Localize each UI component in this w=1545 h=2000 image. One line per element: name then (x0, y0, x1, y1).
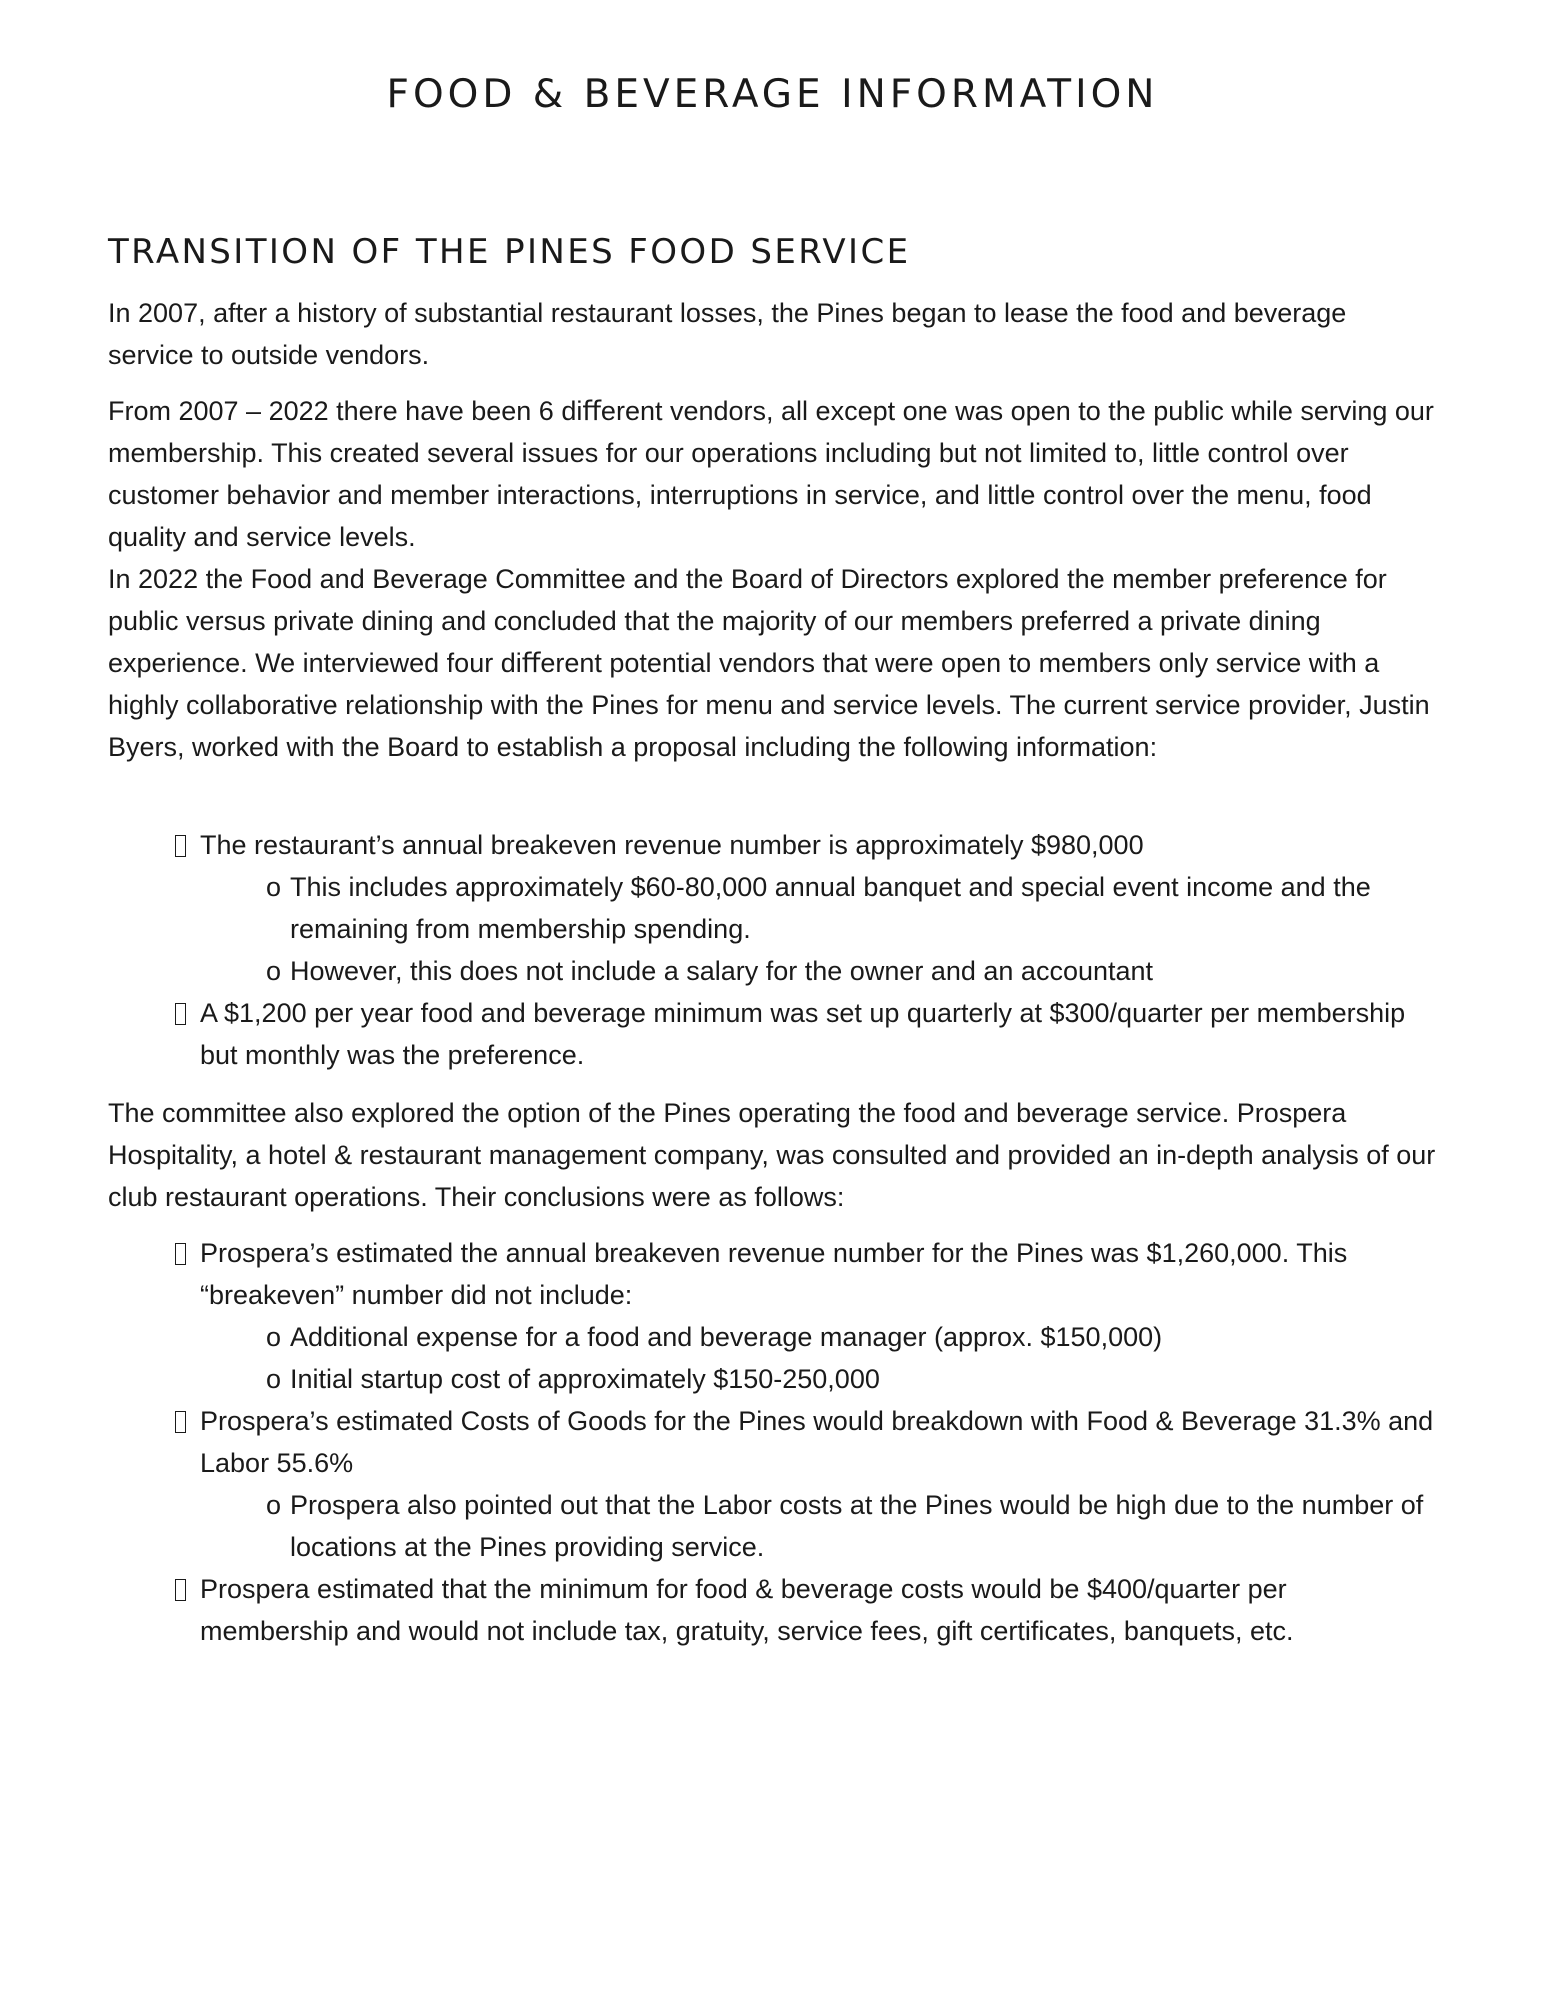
missing-glyph-bullet-icon (175, 824, 194, 866)
missing-glyph-bullet-icon (175, 992, 194, 1034)
sub-list-item (108, 1316, 1438, 1358)
sub-bullet-marker: o (266, 872, 282, 902)
list-item (108, 1400, 1438, 1484)
page-title: FOOD & BEVERAGE INFORMATION (386, 72, 1159, 117)
missing-glyph-bullet-icon (175, 1400, 194, 1442)
missing-glyph-bullet-icon (175, 1232, 194, 1274)
sub-bullet-marker: o (266, 1364, 282, 1394)
paragraph-prospera-intro: The committee also explored the option of the Pines operating the food and beverage service. Prospera Hospitality, a hotel & restaurant management company, was consulted and provided an in-depth analysis of our club restaurant operations. Their conclusions were as follows: (108, 1098, 1436, 1212)
spacer (108, 768, 1438, 824)
spacer (108, 1076, 1438, 1092)
list-item-text: Prospera’s estimated the annual breakeven revenue number for the Pines was $1,260,000. This “breakeven” number did not include: (200, 1238, 1348, 1310)
list-item (108, 1232, 1438, 1316)
sub-list-item (108, 1358, 1438, 1400)
list-item-text: A $1,200 per year food and beverage minimum was set up quarterly at $300/quarter per membership but monthly was the preference. (200, 998, 1406, 1070)
prospera-conclusions-list (108, 1232, 1438, 1652)
sub-list-item-text: This includes approximately $60-80,000 annual banquet and special event income and the remaining from membership spending. (290, 872, 1371, 944)
vendor-proposal-list (108, 824, 1438, 1076)
list-item-text: Prospera estimated that the minimum for food & beverage costs would be $400/quarter per membership and would not include tax, gratuity, service fees, gift certificates, banquets, etc. (200, 1574, 1294, 1646)
missing-glyph-bullet-icon (175, 1568, 194, 1610)
paragraph-history: In 2007, after a history of substantial restaurant losses, the Pines began to lease the food and beverage service to outside vendors. (108, 298, 1347, 370)
section-body (108, 292, 1438, 1652)
sub-list-item-text: However, this does not include a salary for the owner and an accountant (290, 956, 1154, 986)
list-item (108, 1568, 1438, 1652)
sub-list-item-text: Initial startup cost of approximately $150-250,000 (290, 1364, 880, 1394)
list-item-text: The restaurant’s annual breakeven revenue number is approximately $980,000 (200, 830, 1144, 860)
sub-bullet-marker: o (266, 1490, 282, 1520)
section-title: TRANSITION OF THE PINES FOOD SERVICE (108, 232, 911, 272)
sub-list-item (108, 866, 1438, 950)
sub-bullet-marker: o (266, 1322, 282, 1352)
list-item (108, 992, 1438, 1076)
sub-bullet-marker: o (266, 956, 282, 986)
sub-list-item (108, 1484, 1438, 1568)
sub-list-item (108, 950, 1438, 992)
sub-list-item-text: Additional expense for a food and beverage manager (approx. $150,000) (290, 1322, 1163, 1352)
paragraph-vendors: From 2007 – 2022 there have been 6 diﬀerent vendors, all except one was open to the public while serving our membership. This created several issues for our operations including but not limited to, little control over customer behavior and member interactions, interruptions in service, and little control over the menu, food quality and service levels. (108, 396, 1434, 552)
paragraph-committee-decision: In 2022 the Food and Beverage Committee and the Board of Directors explored the member preference for public versus private dining and concluded that the majority of our members preferred a private dining experience. We interviewed four diﬀerent potential vendors that were open to members only service with a highly collaborative relationship with the Pines for menu and service levels. The current service provider, Justin Byers, worked with the Board to establish a proposal including the following information: (108, 564, 1430, 762)
list-item (108, 824, 1438, 866)
sub-list-item-text: Prospera also pointed out that the Labor costs at the Pines would be high due to the number of locations at the Pines providing service. (290, 1490, 1424, 1562)
list-item-text: Prospera’s estimated Costs of Goods for the Pines would breakdown with Food & Beverage 31.3% and Labor 55.6% (200, 1406, 1434, 1478)
